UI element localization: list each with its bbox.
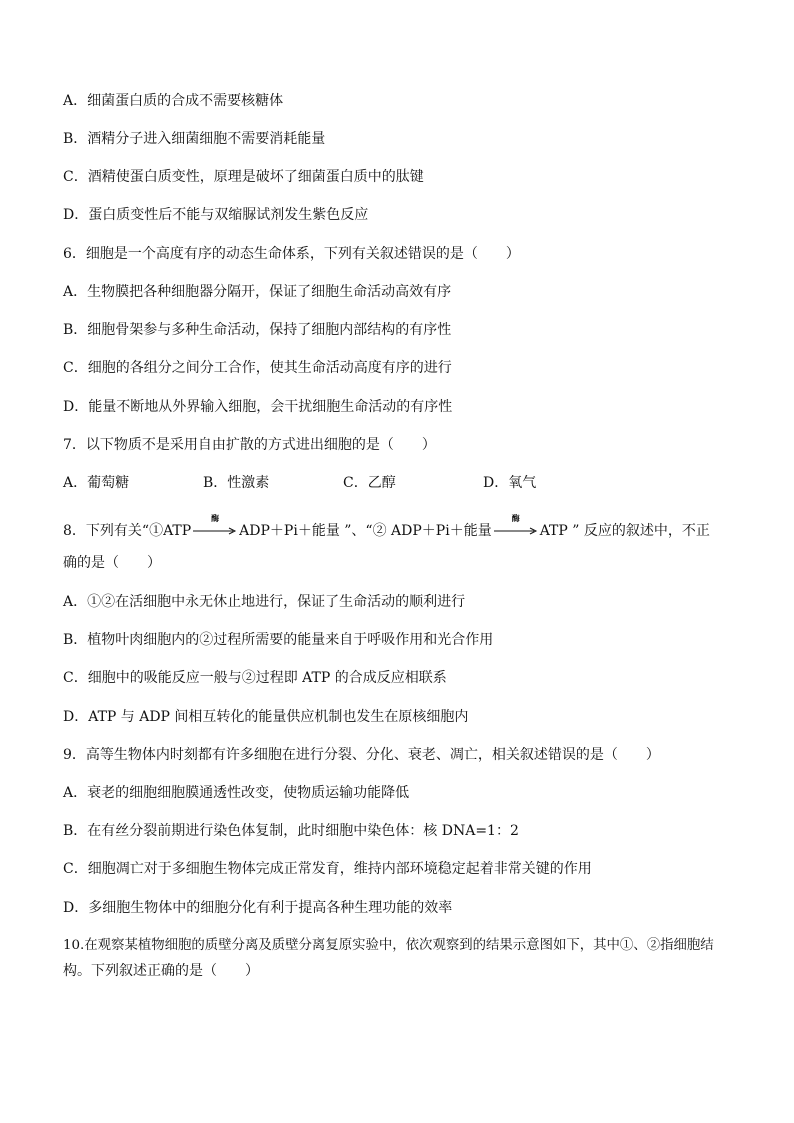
q9-option-b: B．在有丝分裂前期进行染色体复制，此时细胞中染色体：核 DNA=1：2: [63, 823, 519, 839]
q8-stem-line2: 确的是（ ）: [63, 555, 161, 571]
q7-option-a: A．葡萄糖: [63, 475, 130, 491]
enzyme-label-2: 酶: [511, 513, 520, 523]
q7-option-c: C．乙醇: [343, 475, 396, 491]
q6-option-b: B．细胞骨架参与多种生命活动，保持了细胞内部结构的有序性: [63, 322, 452, 338]
right-arrow-icon: [193, 526, 237, 536]
q5-option-c: C．酒精使蛋白质变性，原理是破坏了细菌蛋白质中的肽键: [63, 169, 424, 185]
q6-option-d: D．能量不断地从外界输入细胞，会干扰细胞生命活动的有序性: [63, 399, 453, 415]
enzyme-arrow-1: [193, 513, 237, 540]
q7-options-row: [63, 474, 743, 492]
q8-stem-part2: ADP＋Pi＋能量 ”、“② ADP＋Pi＋能量: [239, 523, 492, 539]
q10-stem-line1: 10.在观察某植物细胞的质壁分离及质壁分离复原实验中，依次观察到的结果示意图如下，其中①、②指细胞结: [63, 938, 714, 953]
q9-option-c: C．细胞凋亡对于多细胞生物体完成正常发育，维持内部环境稳定起着非常关键的作用: [63, 861, 592, 877]
q6-option-a: A．生物膜把各种细胞器分隔开，保证了细胞生命活动高效有序: [63, 284, 452, 300]
q8-stem-part3: ATP ” 反应的叙述中，不正: [539, 523, 710, 539]
q10-stem-line2: 构。下列叙述正确的是（ ）: [63, 963, 259, 979]
q5-option-d: D．蛋白质变性后不能与双缩脲试剂发生紫色反应: [63, 207, 369, 223]
q6-stem: 6．细胞是一个高度有序的动态生命体系，下列有关叙述错误的是（ ）: [63, 246, 520, 262]
q8-option-b: B．植物叶肉细胞内的②过程所需要的能量来自于呼吸作用和光合作用: [63, 632, 494, 648]
q8-option-c: C．细胞中的吸能反应一般与②过程即 ATP 的合成反应相联系: [63, 670, 447, 686]
q9-stem: 9．高等生物体内时刻都有许多细胞在进行分裂、分化、衰老、凋亡，相关叙述错误的是（ ）: [63, 747, 660, 763]
q6-option-c: C．细胞的各组分之间分工合作，使其生命活动高度有序的进行: [63, 360, 452, 376]
q9-option-a: A．衰老的细胞细胞膜通透性改变，使物质运输功能降低: [63, 785, 410, 801]
enzyme-arrow-2: [494, 513, 538, 540]
q7-option-b: B．性激素: [203, 475, 270, 491]
q8-stem-line1: [63, 513, 743, 540]
q5-option-b: B．酒精分子进入细菌细胞不需要消耗能量: [63, 131, 326, 147]
q8-option-a: A．①②在活细胞中永无休止地进行，保证了生命活动的顺利进行: [63, 594, 466, 610]
q9-option-d: D．多细胞生物体中的细胞分化有利于提高各种生理功能的效率: [63, 900, 453, 916]
q7-stem: 7．以下物质不是采用自由扩散的方式进出细胞的是（ ）: [63, 437, 436, 453]
right-arrow-icon: [494, 526, 538, 536]
enzyme-label-1: 酶: [211, 513, 220, 523]
q8-stem-part1: 8．下列有关“①ATP: [63, 523, 192, 539]
q7-option-d: D．氧气: [483, 475, 537, 491]
q5-option-a: A．细菌蛋白质的合成不需要核糖体: [63, 93, 284, 109]
q8-option-d: D．ATP 与 ADP 间相互转化的能量供应机制也发生在原核细胞内: [63, 709, 469, 725]
